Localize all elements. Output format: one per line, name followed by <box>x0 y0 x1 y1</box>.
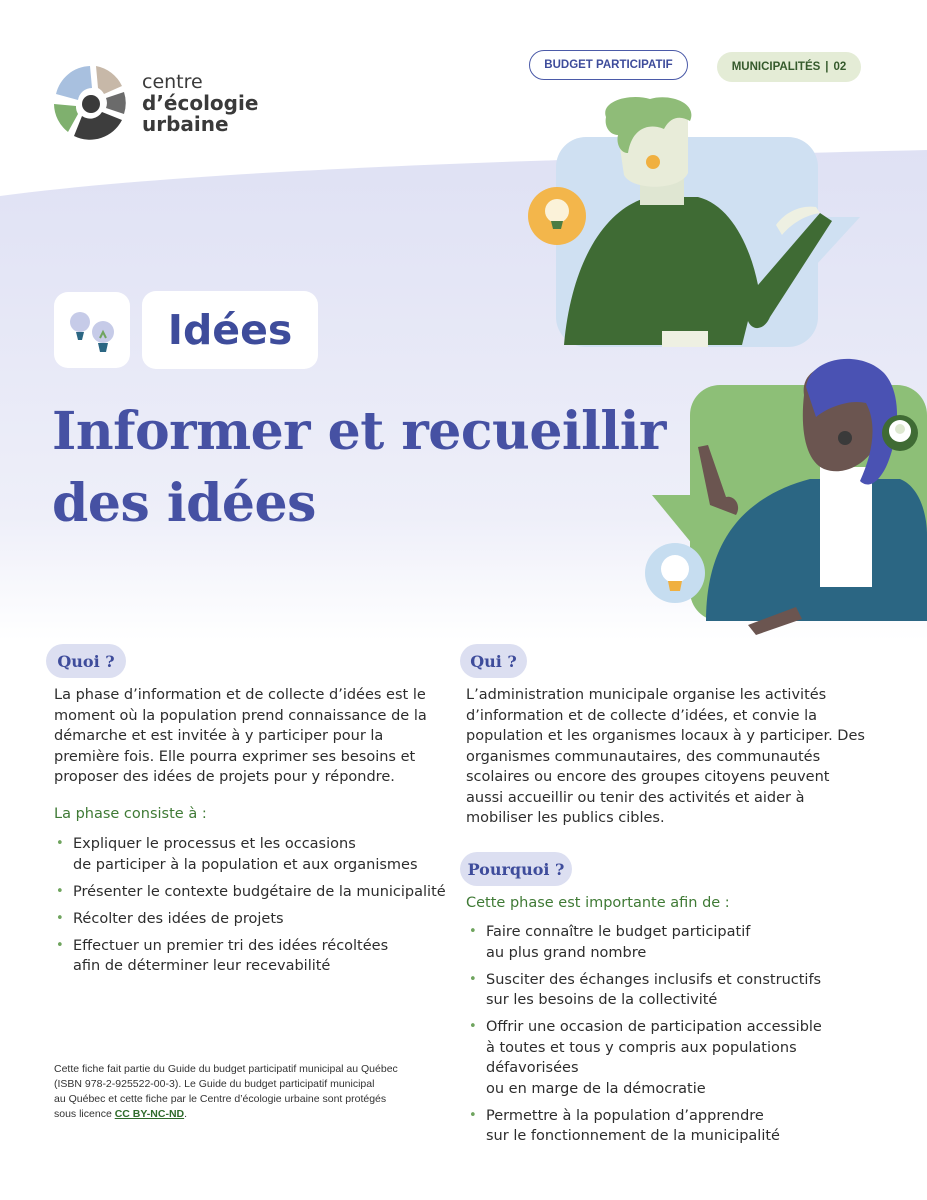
ideas-chip <box>142 291 318 369</box>
qui-section-tag <box>460 644 527 678</box>
page-title <box>52 396 672 540</box>
municipalites-pill-label: MUNICIPALITÉS <box>731 61 821 73</box>
list-item-line: au plus grand nombre <box>486 944 647 961</box>
logo-line-2: d’écologie <box>142 91 259 115</box>
bullet-dot-icon: • <box>469 1107 477 1123</box>
footer-line: au Québec et cette fiche par le Centre d’écologie urbaine sont protégés <box>54 1093 387 1105</box>
list-item <box>466 1106 886 1147</box>
list-item-line: à toutes et tous y compris aux populations défavorisées <box>486 1039 797 1076</box>
list-item-line: afin de déterminer leur recevabilité <box>73 958 331 974</box>
bullet-dot-icon: • <box>469 924 477 939</box>
list-item-line: sur les besoins de la collectivité <box>486 992 718 1008</box>
list-item-line: sur le fonctionnement de la municipalité <box>486 1128 780 1144</box>
qui-paragraph: L’administration municipale organise les activités d’information et de collecte d’idées, et convie la population et les organismes locaux à y participer. Des organismes communautaires, des communautés scolaires ou encore des groupes citoyens peuvent aussi accueillir ou tenir des activités et aider à mobiliser les publics cibles. <box>466 687 865 826</box>
quoi-section-tag <box>46 644 126 678</box>
people-illustration <box>520 95 927 655</box>
bullet-dot-icon: • <box>56 937 64 953</box>
logo-line-1: centre <box>142 71 203 93</box>
footer-line <box>54 1107 454 1122</box>
municipalites-pill <box>717 52 861 82</box>
logo-wordmark <box>142 72 258 135</box>
page-title-line-2: des idées <box>52 473 316 534</box>
quoi-subheading: La phase consiste à : <box>54 806 207 822</box>
list-item-line: Présenter le contexte budgétaire de la municipalité <box>73 883 446 900</box>
bullet-dot-icon: • <box>469 1019 477 1034</box>
logo-mark-icon <box>52 64 128 142</box>
budget-pill-label: BUDGET PARTICIPATIF <box>544 59 673 71</box>
pourquoi-subheading: Cette phase est importante afin de : <box>466 895 730 911</box>
license-link[interactable]: CC BY-NC-ND <box>114 1108 185 1120</box>
lightbulb-icon <box>528 187 586 245</box>
pill-separator: | <box>825 61 829 73</box>
centre-ecologie-urbaine-logo <box>52 64 282 146</box>
bullet-dot-icon: • <box>56 836 64 851</box>
bullet-dot-icon: • <box>469 971 477 987</box>
list-item <box>53 909 453 930</box>
list-item-line: Susciter des échanges inclusifs et constructifs <box>486 971 822 988</box>
ideas-icon-chip <box>54 292 130 368</box>
list-item <box>53 936 453 977</box>
list-item-line: Expliquer le processus et les occasions <box>73 836 356 852</box>
footer-line: Cette fiche fait partie du Guide du budget participatif municipal au Québec <box>54 1063 398 1075</box>
list-item-line: Faire connaître le budget participatif <box>486 924 751 940</box>
list-item <box>466 922 886 963</box>
bullet-dot-icon: • <box>56 883 64 899</box>
footer-line: (ISBN 978-2-925522-00-3). Le Guide du budget participatif municipal <box>54 1078 375 1090</box>
bullet-dot-icon: • <box>56 910 64 926</box>
logo-line-3: urbaine <box>142 112 229 136</box>
list-item-line: Récolter des idées de projets <box>73 910 284 927</box>
list-item-line: Offrir une occasion de participation accessible <box>486 1019 822 1035</box>
list-item <box>53 834 453 875</box>
budget-participatif-pill <box>529 50 688 80</box>
pourquoi-tag-label: Pourquoi ? <box>467 859 565 879</box>
footer-license-prefix: sous licence <box>54 1108 115 1120</box>
list-item <box>466 970 886 1011</box>
list-item-line: ou en marge de la démocratie <box>486 1080 706 1097</box>
qui-tag-label: Qui ? <box>470 651 517 671</box>
footer-license-suffix: . <box>184 1108 188 1120</box>
lightbulb-icon <box>882 415 918 451</box>
list-item <box>466 1017 886 1099</box>
quoi-list <box>53 834 453 983</box>
page-title-line-1: Informer et recueillir <box>52 401 666 462</box>
list-item <box>53 882 453 903</box>
lightbulb-icon <box>54 292 130 368</box>
footer-note <box>54 1062 454 1122</box>
lightbulb-icon <box>645 543 705 603</box>
list-item-line: Effectuer un premier tri des idées récoltées <box>73 937 389 954</box>
pill-number: 02 <box>833 61 847 73</box>
list-item-line: Permettre à la population d’apprendre <box>486 1107 764 1124</box>
pourquoi-section-tag <box>460 852 572 886</box>
quoi-paragraph: La phase d’information et de collecte d’idées est le moment où la population prend connaissance de la démarche et est invitée à y participer pour la première fois. Elle pourra exprimer ses besoins et proposer des idées de projets pour y répondre. <box>54 687 427 785</box>
quoi-tag-label: Quoi ? <box>57 651 115 671</box>
list-item-line: de participer à la population et aux organismes <box>73 856 418 873</box>
pourquoi-list <box>466 922 886 1153</box>
ideas-chip-label: Idées <box>167 306 293 354</box>
